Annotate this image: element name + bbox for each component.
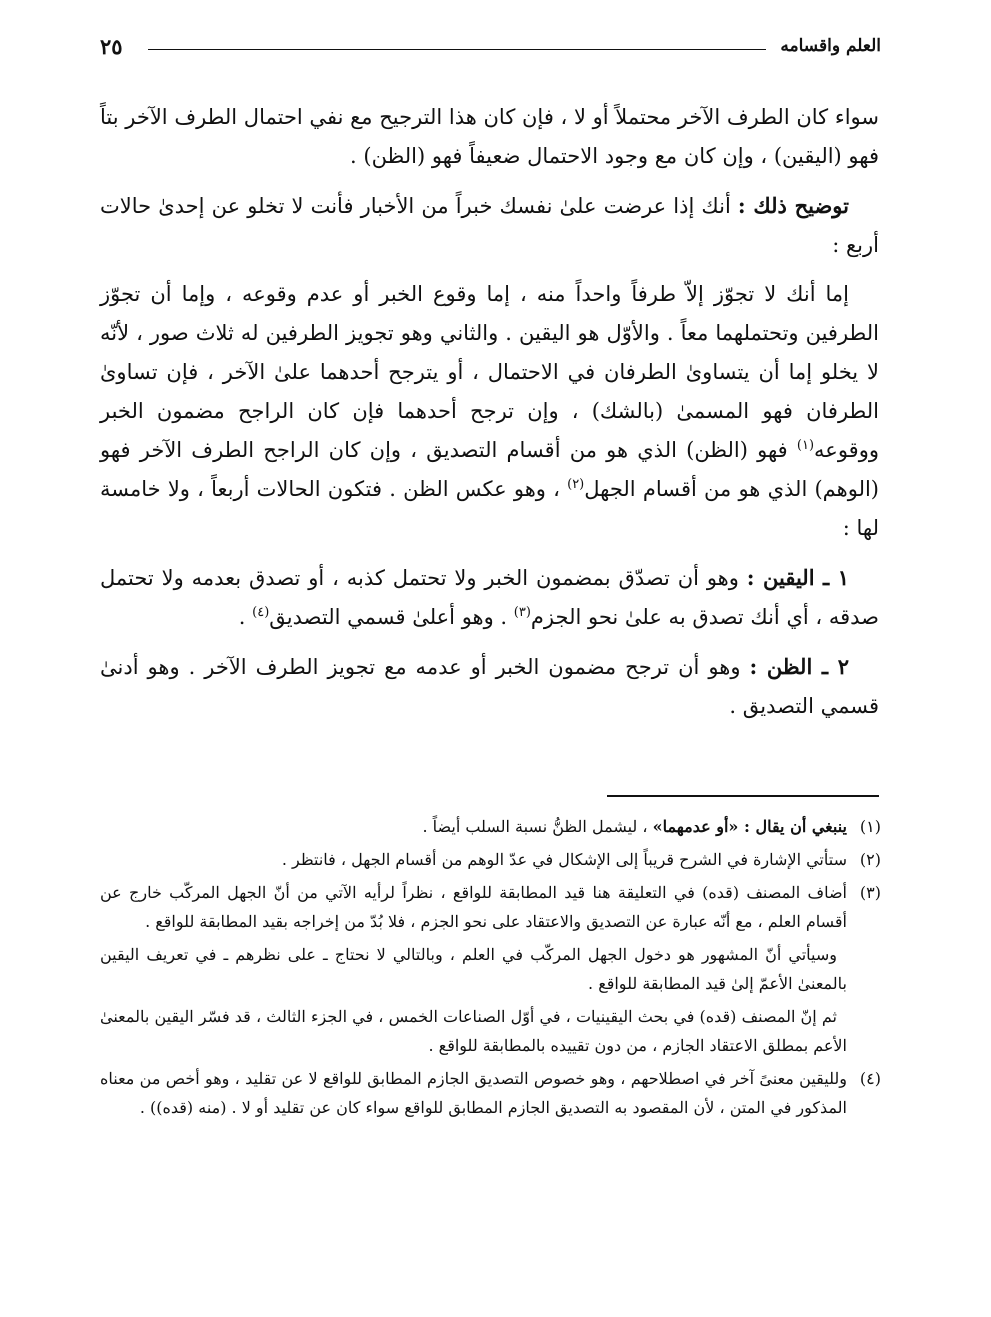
footnote-3 [100,878,881,1060]
footnote-3-number: (٣) [859,883,881,902]
header-title: العلم واقسامه [780,36,881,56]
footnote-2-text: ستأتي الإشارة في الشرح قريباً إلى الإشكال في عدّ الوهم من أقسام الجهل ، فانتظر . [281,850,847,869]
paragraph-4 [100,558,879,637]
paragraph-3 [100,275,879,548]
footnote-1-number: (١) [859,817,881,836]
paragraph-5 [100,647,879,726]
footnote-1-bold: ينبغي أن يقال : «أو عدمهما» [652,817,847,836]
footnote-4 [100,1064,881,1122]
footnote-3-paragraph-1: أضاف المصنف (قده) في التعليقة هنا قيد المطابقة للواقع ، نظراً لرأيه الآتي من أنّ الجهل المركّب خارج عن أقسام العلم ، مع أنّه عبارة عن التصديق والاعتقاد على نحو الجزم ، فلا بُدّ من إخراجه بقيد المطابقة للواقع . [100,883,847,931]
paragraph-4-part-c: . [238,605,253,629]
footnote-4-text: ولليقين معنىً آخر في اصطلاحهم ، وهو خصوص التصديق الجازم المطابق للواقع لا عن تقليد ، وهو أخص من معناه المذكور في المتن ، لأن المقصود به التصديق الجازم المطابق للواقع سواء كان عن تقليد أو لا . (منه (قده)) . [100,1069,848,1117]
footnote-1-text: ، ليشمل الظنُّ نسبة السلب أيضاً . [422,817,653,836]
footnote-2 [100,845,881,874]
footnote-separator [607,795,879,797]
page-number: ٢٥ [100,34,123,59]
footnote-2-number: (٢) [859,850,881,869]
paragraph-4-part-b: . وهو أعلىٰ قسمي التصديق [269,605,514,629]
running-header [100,36,881,66]
paragraph-4-lead: ١ ـ اليقين : [746,565,849,590]
paragraph-1: سواء كان الطرف الآخر محتملاً أو لا ، فإن كان هذا الترجيح مع نفي احتمال الطرف الآخر بتاً فهو (اليقين) ، وإن كان مع وجود الاحتمال ضعيفاً فهو (الظن) . [100,105,879,168]
paragraph-3-part-b: فهو (الظن) الذي هو من أقسام التصديق ، وإن كان الراجح الطرف الآخر فهو (الوهم) الذي هو من أقسام الجهل [100,438,879,501]
footnote-3-paragraph-3: ثم إنّ المصنف (قده) في بحث اليقينيات ، في أوّل الصناعات الخمس ، في الجزء الثالث ، قد فسّر اليقين بالمعنىٰ الأعم بمطلق الاعتقاد الجازم ، من دون تقييده بالمطابقة للواقع . [100,1007,847,1055]
footnote-4-number: (٤) [859,1069,881,1088]
paragraph-4-part-a: وهو أن تصدّق بمضمون الخبر ولا تحتمل كذبه ، أو تصدق بعدمه ولا تحتمل صدقه ، أي أنك تصدق به علىٰ نحو الجزم [100,566,879,629]
paragraph-5-lead: ٢ ـ الظن : [749,654,849,679]
footnote-ref-3: (٣) [513,605,531,620]
footnote-1 [100,812,881,841]
paragraph-2 [100,186,879,265]
footnote-ref-1: (١) [796,438,815,453]
header-rule [148,49,766,50]
paragraph-5-text: وهو أن ترجح مضمون الخبر أو عدمه مع تجويز الطرف الآخر . وهو أدنىٰ قسمي التصديق . [100,655,879,718]
paragraph-2-lead: توضيح ذلك : [737,193,849,218]
paragraph-3-part-a: إما أنك لا تجوّز إلاّ طرفاً واحداً منه ، إما وقوع الخبر أو عدم وقوعه ، وإما أن تجوّز الطرفين وتحتملهما معاً . والأوّل هو اليقين . والثاني وهو تجويز الطرفين له ثلاث صور ، لأنّه لا يخلو إما أن يتساوىٰ الطرفان في الاحتمال ، أو يترجح أحدهما علىٰ الآخر ، فإن تساوىٰ الطرفان فهو المسمىٰ (بالشك) ، وإن ترجح أحدهما فإن كان الراجح مضمون الخبر ووقوعه [100,282,879,462]
footnote-ref-2: (٢) [567,477,585,492]
paragraph-2-text: أنك إذا عرضت علىٰ نفسك خبراً من الأخبار فأنت لا تخلو عن إحدىٰ حالات أربع : [100,194,879,257]
footnote-3-paragraph-2: وسيأتي أنّ المشهور هو دخول الجهل المركّب في العلم ، وبالتالي لا نحتاج ـ على نظرهم ـ في تعريف اليقين بالمعنىٰ الأعمّ إلىٰ قيد المطابقة للواقع . [100,945,847,993]
paragraph-3-part-c: ، وهو عكس الظن . فتكون الحالات أربعاً ، ولا خامسة لها : [100,477,879,540]
footnote-ref-4: (٤) [252,605,270,620]
main-text [100,98,879,736]
footnotes [100,812,881,1126]
